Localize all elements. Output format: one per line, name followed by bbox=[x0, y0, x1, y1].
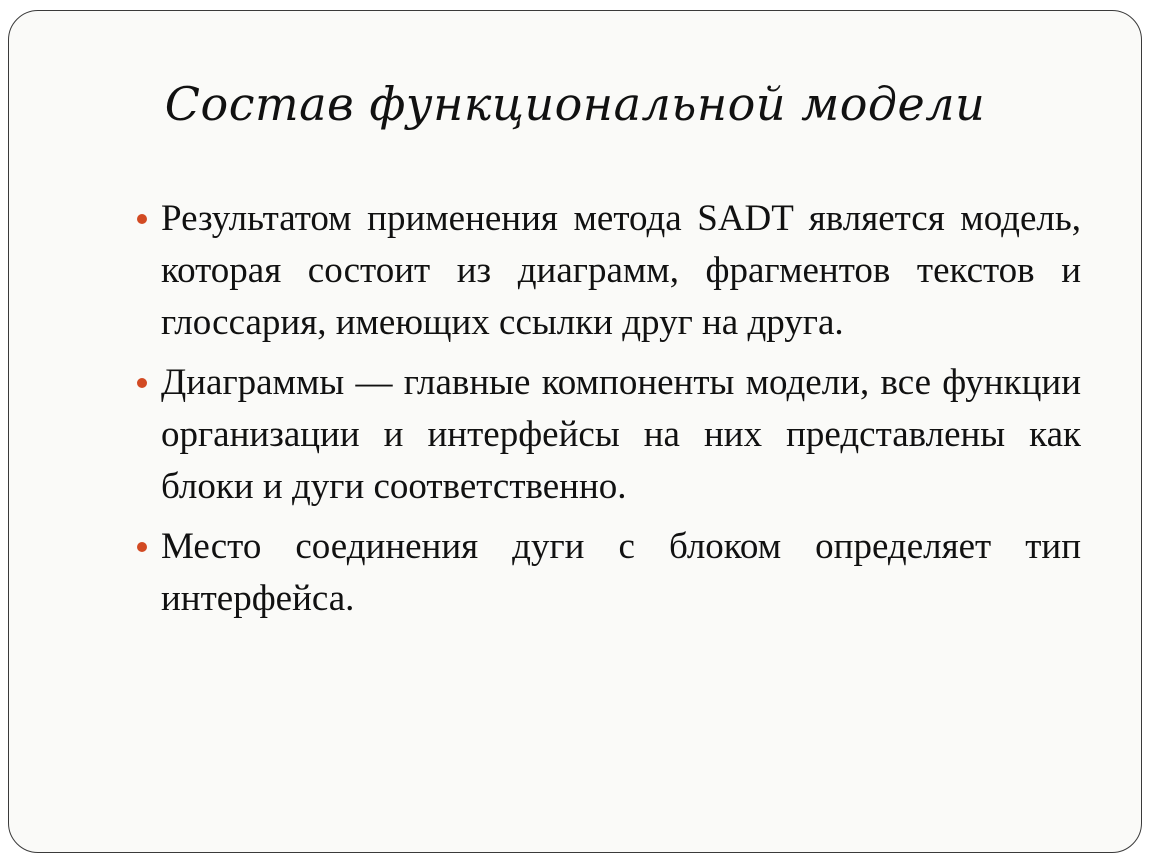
slide-title: Состав функциональной модели bbox=[164, 77, 986, 131]
slide-frame bbox=[8, 10, 1142, 853]
bullet-dot-icon bbox=[137, 378, 147, 388]
bullet-list bbox=[161, 193, 1081, 633]
bullet-item bbox=[161, 193, 1081, 349]
bullet-item bbox=[161, 357, 1081, 513]
bullet-dot-icon bbox=[137, 542, 147, 552]
bullet-text: Место соединения дуги с блоком определяет тип интерфейса. bbox=[161, 526, 1081, 619]
bullet-text: Результатом применения метода SADT является модель, которая состоит из диаграмм, фрагментов текстов и глоссария, имеющих ссылки друг на друга. bbox=[161, 198, 1081, 343]
bullet-text: Диаграммы — главные компоненты модели, все функции организации и интерфейсы на них представлены как блоки и дуги соответственно. bbox=[161, 362, 1081, 507]
bullet-item bbox=[161, 521, 1081, 625]
bullet-dot-icon bbox=[137, 214, 147, 224]
